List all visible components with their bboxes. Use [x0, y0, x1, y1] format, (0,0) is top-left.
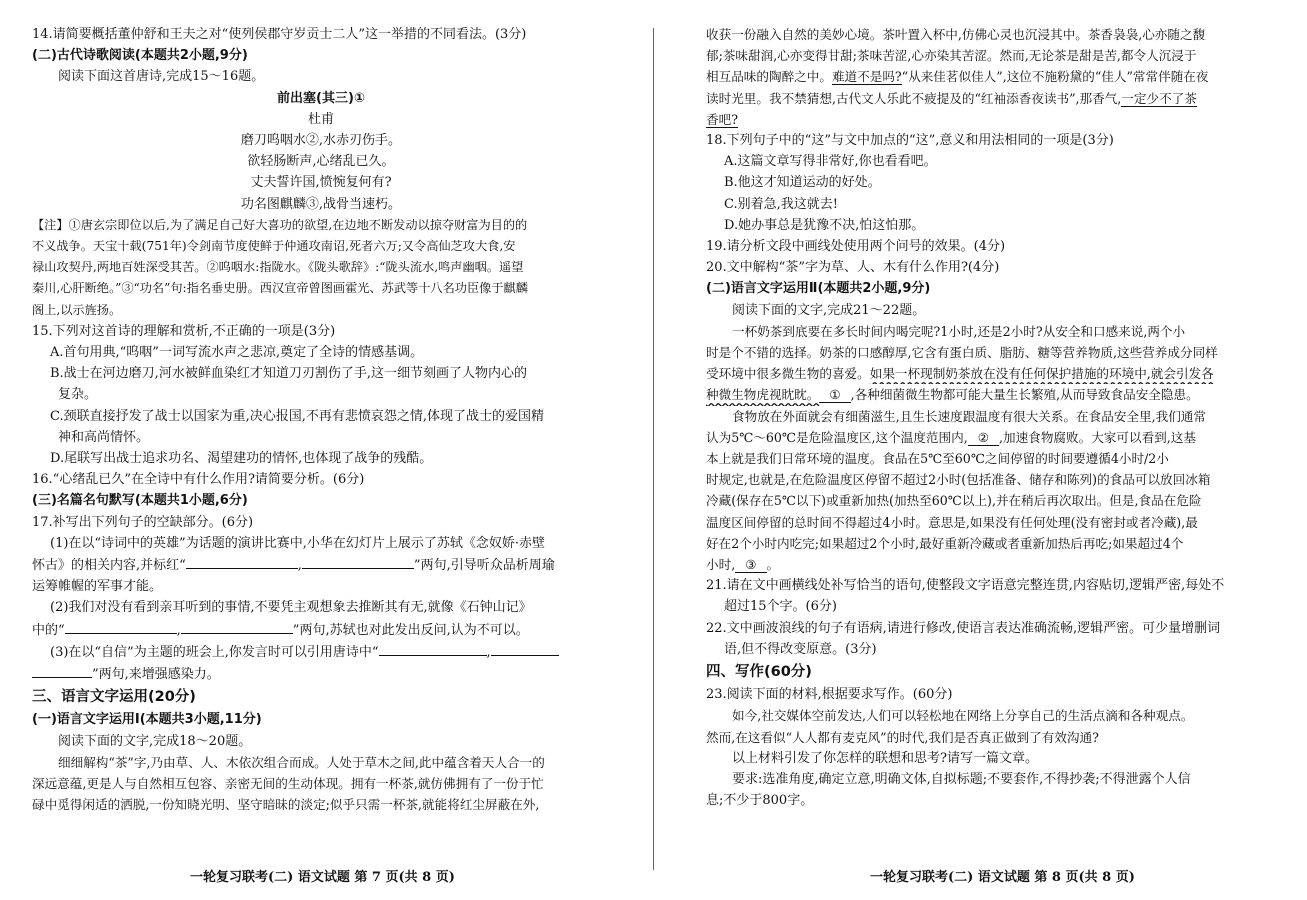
- passage-line: 本上就是我们日常环境的温度。食品在5℃至60℃之间停留的时间要遵循4小时/2小: [706, 451, 1169, 467]
- question-19: 19.请分析文段中画线处使用两个问号的效果。(4分): [706, 239, 1006, 255]
- passage-line: 收获一份融入自然的美妙心境。茶叶置入杯中,仿佛心灵也沉浸其中。茶香袅袅,心亦随之馥: [706, 27, 1206, 42]
- fill-blank-3[interactable]: ③: [735, 557, 766, 573]
- passage-line: 细细解构“茶”字,乃由草、人、木依次组合而成。人处于草木之间,此中蕴含着天人合一的: [58, 754, 545, 770]
- writing-prompt: 以上材料引发了你怎样的联想和思考?请写一篇文章。: [732, 750, 1038, 766]
- poem-note: 【注】①唐玄宗即位以后,为了满足自己好大喜功的欲望,在边地不断发动以掠夺财富为目的的: [32, 217, 528, 232]
- q17-part1-blanks: 怀古》的相关内容,并标红“ , ”两句,引导听众品析周瑜: [32, 554, 610, 576]
- poem-line: 丈夫誓许国,愤惋复何有?: [250, 175, 392, 191]
- page-7-column: [32, 24, 610, 815]
- passage-line: 食物放在外面就会有细菌滋生,且生长速度跟温度有很大关系。在食品安全里,我们通常: [732, 408, 1206, 424]
- q15-option-b: B.战士在河边磨刀,河水被鲜血染红才知道刀刃割伤了手,这一细节刻画了人物内心的: [50, 366, 527, 382]
- passage-line: 温度区间停留的总时间不得超过4小时。意思是,如果没有任何处理(没有密封或者冷藏),最: [706, 514, 1198, 530]
- q15-option-a: A.首句用典,“呜咽”一词写流水声之悲凉,奠定了全诗的情感基调。: [50, 345, 424, 361]
- q18-option-a: A.这篇文章写得非常好,你也看看吧。: [724, 154, 937, 170]
- question-20: 20.文中解构“茶”字为草、人、木有什么作用?(4分): [706, 260, 1000, 276]
- q17-part3: (3)在以“自信”为主题的班会上,你发言时可以引用唐诗中“ ,: [32, 641, 610, 663]
- passage-intro: 阅读下面的文字,完成21～22题。: [732, 302, 926, 318]
- answer-blank[interactable]: [65, 619, 177, 634]
- passage-line: 认为5℃～60℃是危险温度区,这个温度范围内, ② ,加速食物腐败。大家可以看到,这基: [706, 429, 1196, 445]
- underlined-sentence: 难道不是吗?: [831, 69, 902, 85]
- passage-line: 一杯奶茶到底要在多长时间内喝完呢?1小时,还是2小时?从安全和口感来说,两个小: [732, 323, 1186, 339]
- passage-line: 相互品味的陶醉之中。难道不是吗?“从来佳茗似佳人”,这位不施粉黛的“佳人”常常伴随在夜: [706, 69, 1209, 85]
- poem-note: 秦川,心肝断绝。”③“功名”句:指名垂史册。西汉宣帝曾图画霍光、苏武等十八名功臣像于麒麟: [32, 281, 528, 296]
- passage-line: 时规定,也就是,在危险温度区停留不超过2小时(包括准备、储存和陈列)的食品可以放回冰箱: [706, 472, 1211, 488]
- answer-blank[interactable]: [302, 554, 414, 569]
- underlined-sentence: 一定少不了茶: [1121, 90, 1197, 106]
- passage-line: 好在2个小时内吃完;如果超过2个小时,最好重新冷藏或者重新加热后再吃;如果超过4个: [706, 535, 1184, 551]
- material-line: 然而,在这看似“人人都有麦克风”的时代,我们是否真正做到了有效沟通?: [706, 729, 1099, 745]
- writing-requirements-cont: 息;不少于800字。: [706, 793, 814, 809]
- q15-option-d: D.尾联写出战士追求功名、渴望建功的情怀,也体现了战争的残酷。: [50, 451, 433, 467]
- question-21-cont: 超过15个字。(6分): [724, 599, 837, 615]
- answer-blank[interactable]: [181, 619, 293, 634]
- fill-blank-2[interactable]: ②: [968, 430, 999, 446]
- question-21: 21.请在文中画横线处补写恰当的语句,使整段文字语意完整连贯,内容贴切,逻辑严密,每处不: [706, 578, 1225, 594]
- passage-line: 碌中觅得闲适的洒脱,一份知晓光明、坚守暗昧的淡定;似乎只需一杯茶,就能将红尘屏蔽在外,: [32, 797, 540, 813]
- column-divider: [653, 28, 654, 870]
- fill-blank-1[interactable]: ①: [819, 387, 850, 403]
- poem-line: 欲轻肠断声,心绪乱已久。: [247, 154, 395, 170]
- section-heading-language-1: (一)语言文字运用Ⅰ(本题共3小题,11分): [32, 712, 262, 728]
- section-heading-recitation: (三)名篇名句默写(本题共1小题,6分): [32, 493, 248, 509]
- section-heading-poetry: (二)古代诗歌阅读(本题共2小题,9分): [32, 48, 248, 64]
- question-16: 16.“心绪乱已久”在全诗中有什么作用?请简要分析。(6分): [32, 472, 365, 488]
- passage-line: 小时, ③ 。: [706, 557, 780, 573]
- q15-option-c: C.颈联直接抒发了战士以国家为重,决心报国,不再有悲愤哀怨之情,体现了战士的爱国精: [50, 408, 545, 424]
- question-22: 22.文中画波浪线的句子有语病,请进行修改,使语言表达准确流畅,逻辑严密。可少量增删词: [706, 620, 1221, 636]
- q17-part3-end: ”两句,来增强感染力。: [32, 663, 610, 685]
- question-17: 17.补写出下列句子的空缺部分。(6分): [32, 514, 254, 530]
- page-8-column: [706, 24, 1272, 811]
- q15-option-b-cont: 复杂。: [58, 387, 98, 403]
- poem-line: 磨刀呜咽水②,水赤刃伤手。: [240, 133, 402, 149]
- q17-part1: (1)在以“诗词中的英雄”为话题的演讲比赛中,小华在幻灯片上展示了苏轼《念奴娇·赤壁: [50, 535, 545, 551]
- q15-option-c-cont: 神和高尚情怀。: [58, 429, 150, 445]
- q18-option-d: D.她办事总是犹豫不决,怕这怕那。: [724, 217, 925, 233]
- passage-line: 冷藏(保存在5℃以下)或重新加热(加热至60℃以上),并在稍后再次取出。但是,食品在危险: [706, 493, 1202, 509]
- poem-note: 阁上,以示旌扬。: [32, 302, 122, 317]
- poem-note: 禄山攻契丹,两地百姓深受其苦。②呜咽水:指陇水。《陇头歌辞》:“陇头流水,鸣声幽咽。遥望: [32, 260, 524, 275]
- poem-author: 杜甫: [307, 111, 334, 127]
- q18-option-b: B.他这才知道运动的好处。: [724, 175, 881, 191]
- material-line: 如今,社交媒体空前发达,人们可以轻松地在网络上分享自己的生活点滴和各种观点。: [732, 708, 1194, 724]
- passage-line: 深远意蕴,更是人与自然相互包容、亲密无间的生动体现。拥有一杯茶,就仿佛拥有了一份于忙: [32, 775, 544, 791]
- answer-blank[interactable]: [379, 641, 487, 656]
- q17-part2: (2)我们对没有看到亲耳听到的事情,不要凭主观想象去推断其有无,就像《石钟山记》: [50, 600, 532, 616]
- poem-line: 功名图麒麟③,战骨当速朽。: [240, 196, 402, 212]
- answer-blank[interactable]: [186, 554, 298, 569]
- passage-line: 读时光里。我不禁猜想,古代文人乐此不疲提及的“红袖添香夜读书”,那香气,一定少不了茶: [706, 90, 1197, 106]
- section-heading-language-2: (二)语言文字运用Ⅱ(本题共2小题,9分): [706, 281, 931, 297]
- passage-intro: 阅读下面的文字,完成18～20题。: [58, 733, 252, 749]
- question-22-cont: 语,但不得改变原意。(3分): [724, 641, 877, 657]
- poem-title: 前出塞(其三)①: [277, 90, 365, 106]
- poem-note: 不义战争。天宝十载(751年)令剑南节度使鲜于仲通攻南诏,死者六万;又令高仙芝攻大食,安: [32, 239, 516, 254]
- passage-line: 时是个不错的选择。奶茶的口感醇厚,它含有蛋白质、脂肪、糖等营养物质,这些营养成分同样: [706, 345, 1218, 361]
- part-4-heading: 四、写作(60分): [706, 664, 812, 681]
- question-18: 18.下列句子中的“这”与文中加点的“这”,意义和用法相同的一项是(3分): [706, 133, 1114, 149]
- part-3-heading: 三、语言文字运用(20分): [32, 689, 196, 706]
- answer-blank[interactable]: [32, 663, 92, 678]
- wavy-underlined-sentence: 如果一杯现制奶茶放在没有任何保护措施的环境中,就会引发各: [869, 366, 1214, 382]
- poem-intro: 阅读下面这首唐诗,完成15～16题。: [58, 69, 265, 85]
- q18-option-c: C.别着急,我这就去!: [724, 196, 838, 212]
- passage-line: 种微生物虎视眈眈。 ① ,各种细菌微生物都可能大量生长繁殖,从而导致食品安全隐患。: [706, 387, 1199, 403]
- q17-part2-blanks: 中的“ , ”两句,苏轼也对此发出反问,认为不可以。: [32, 619, 610, 641]
- wavy-underlined-sentence: 种微生物虎视眈眈。: [706, 387, 820, 403]
- passage-line: 受环境中很多微生物的喜爱。如果一杯现制奶茶放在没有任何保护措施的环境中,就会引发各: [706, 366, 1214, 382]
- writing-requirements: 要求:选准角度,确定立意,明确文体,自拟标题;不要套作,不得抄袭;不得泄露个人信: [732, 771, 1191, 787]
- page-footer-7: 一轮复习联考(二) 语文试题 第 7 页(共 8 页): [190, 870, 455, 885]
- question-14: 14.请简要概括董仲舒和王夫之对“使列侯郡守岁贡士二人”这一举措的不同看法。(3分): [32, 27, 527, 42]
- page-footer-8: 一轮复习联考(二) 语文试题 第 8 页(共 8 页): [870, 870, 1135, 885]
- question-15: 15.下列对这首诗的理解和赏析,不正确的一项是(3分): [32, 323, 336, 339]
- question-23: 23.阅读下面的材料,根据要求写作。(60分): [706, 687, 953, 703]
- q17-part1-end: 运筹帷幄的军事才能。: [32, 579, 163, 595]
- passage-line: [706, 109, 1272, 130]
- underlined-sentence: 香吧?: [706, 111, 738, 127]
- answer-blank[interactable]: [491, 641, 559, 656]
- passage-line: 郁;茶味甜润,心亦变得甘甜;茶味苦涩,心亦染其苦涩。然而,无论茶是甜是苦,都令人沉浸于: [706, 48, 1197, 64]
